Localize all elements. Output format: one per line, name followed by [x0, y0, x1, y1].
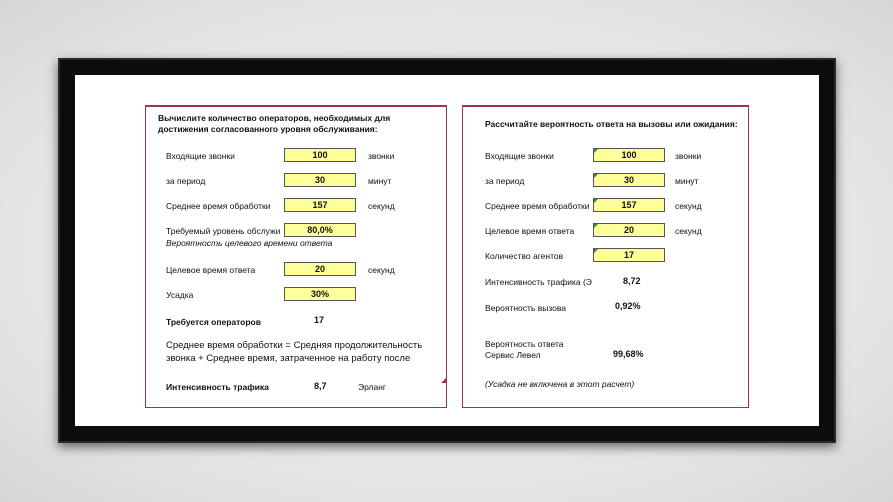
corner-marker-icon: [441, 378, 446, 383]
r-calls-label: Входящие звонки: [485, 151, 554, 161]
r-period-unit: минут: [675, 176, 699, 186]
period-unit: минут: [368, 176, 392, 186]
r-period-label: за период: [485, 176, 525, 186]
r-answer-value: 99,68%: [613, 349, 644, 359]
r-intensity-value: 8,72: [623, 276, 641, 286]
service-level-note: Вероятность целевого времени ответа: [166, 238, 333, 248]
answer-probability-panel: [462, 105, 749, 408]
r-footnote: (Усадка не включена в этот расчет): [485, 379, 635, 389]
left-title-line1: Вычислите количество операторов, необходимых для: [158, 113, 391, 123]
r-callprob-label: Вероятность вызова: [485, 303, 567, 313]
aht-input[interactable]: 157: [284, 198, 356, 212]
r-aht-label: Среднее время обработки: [485, 201, 590, 211]
agents-required-label: Требуется операторов: [166, 317, 261, 327]
shrinkage-label: Усадка: [166, 290, 194, 300]
r-calls-input[interactable]: 100: [593, 148, 665, 162]
r-target-input[interactable]: 20: [593, 223, 665, 237]
calls-input[interactable]: 100: [284, 148, 356, 162]
aht-definition-line1: Среднее время обработки = Средняя продолжительность: [166, 340, 423, 351]
period-input[interactable]: 30: [284, 173, 356, 187]
r-answer-label2: Сервис Левел: [485, 350, 541, 360]
shrinkage-input[interactable]: 30%: [284, 287, 356, 301]
r-target-unit: секунд: [675, 226, 702, 236]
aht-definition-line2: звонка + Среднее время, затраченное на работу после: [166, 353, 411, 364]
r-agents-input[interactable]: 17: [593, 248, 665, 262]
r-aht-input[interactable]: 157: [593, 198, 665, 212]
picture-frame: [58, 58, 836, 443]
r-answer-label1: Вероятность ответа: [485, 339, 564, 349]
target-time-label: Целевое время ответа: [166, 265, 256, 275]
r-target-label: Целевое время ответа: [485, 226, 575, 236]
calls-label: Входящие звонки: [166, 151, 235, 161]
r-calls-unit: звонки: [675, 151, 702, 161]
period-label: за период: [166, 176, 206, 186]
aht-label: Среднее время обработки: [166, 201, 271, 211]
aht-unit: секунд: [368, 201, 395, 211]
r-aht-unit: секунд: [675, 201, 702, 211]
right-title: Рассчитайте вероятность ответа на вызовы или ожидания:: [485, 119, 738, 129]
r-agents-label: Количество агентов: [485, 251, 564, 261]
r-callprob-value: 0,92%: [615, 301, 641, 311]
frame-mat: [75, 75, 819, 426]
traffic-intensity-label: Интенсивность трафика: [166, 382, 269, 392]
operators-calculator-panel: [145, 105, 447, 408]
agents-required-value: 17: [314, 315, 325, 325]
target-time-unit: секунд: [368, 265, 395, 275]
r-intensity-label: Интенсивность трафика (Э: [485, 277, 592, 287]
left-title-line2: достижения согласованного уровня обслуживания:: [158, 124, 378, 134]
r-period-input[interactable]: 30: [593, 173, 665, 187]
service-level-input[interactable]: 80,0%: [284, 223, 356, 237]
target-time-input[interactable]: 20: [284, 262, 356, 276]
traffic-intensity-value: 8,7: [314, 381, 327, 391]
calls-unit: звонки: [368, 151, 395, 161]
service-level-label: Требуемый уровень обслужи: [166, 226, 281, 236]
traffic-intensity-unit: Эрланг: [358, 382, 387, 392]
